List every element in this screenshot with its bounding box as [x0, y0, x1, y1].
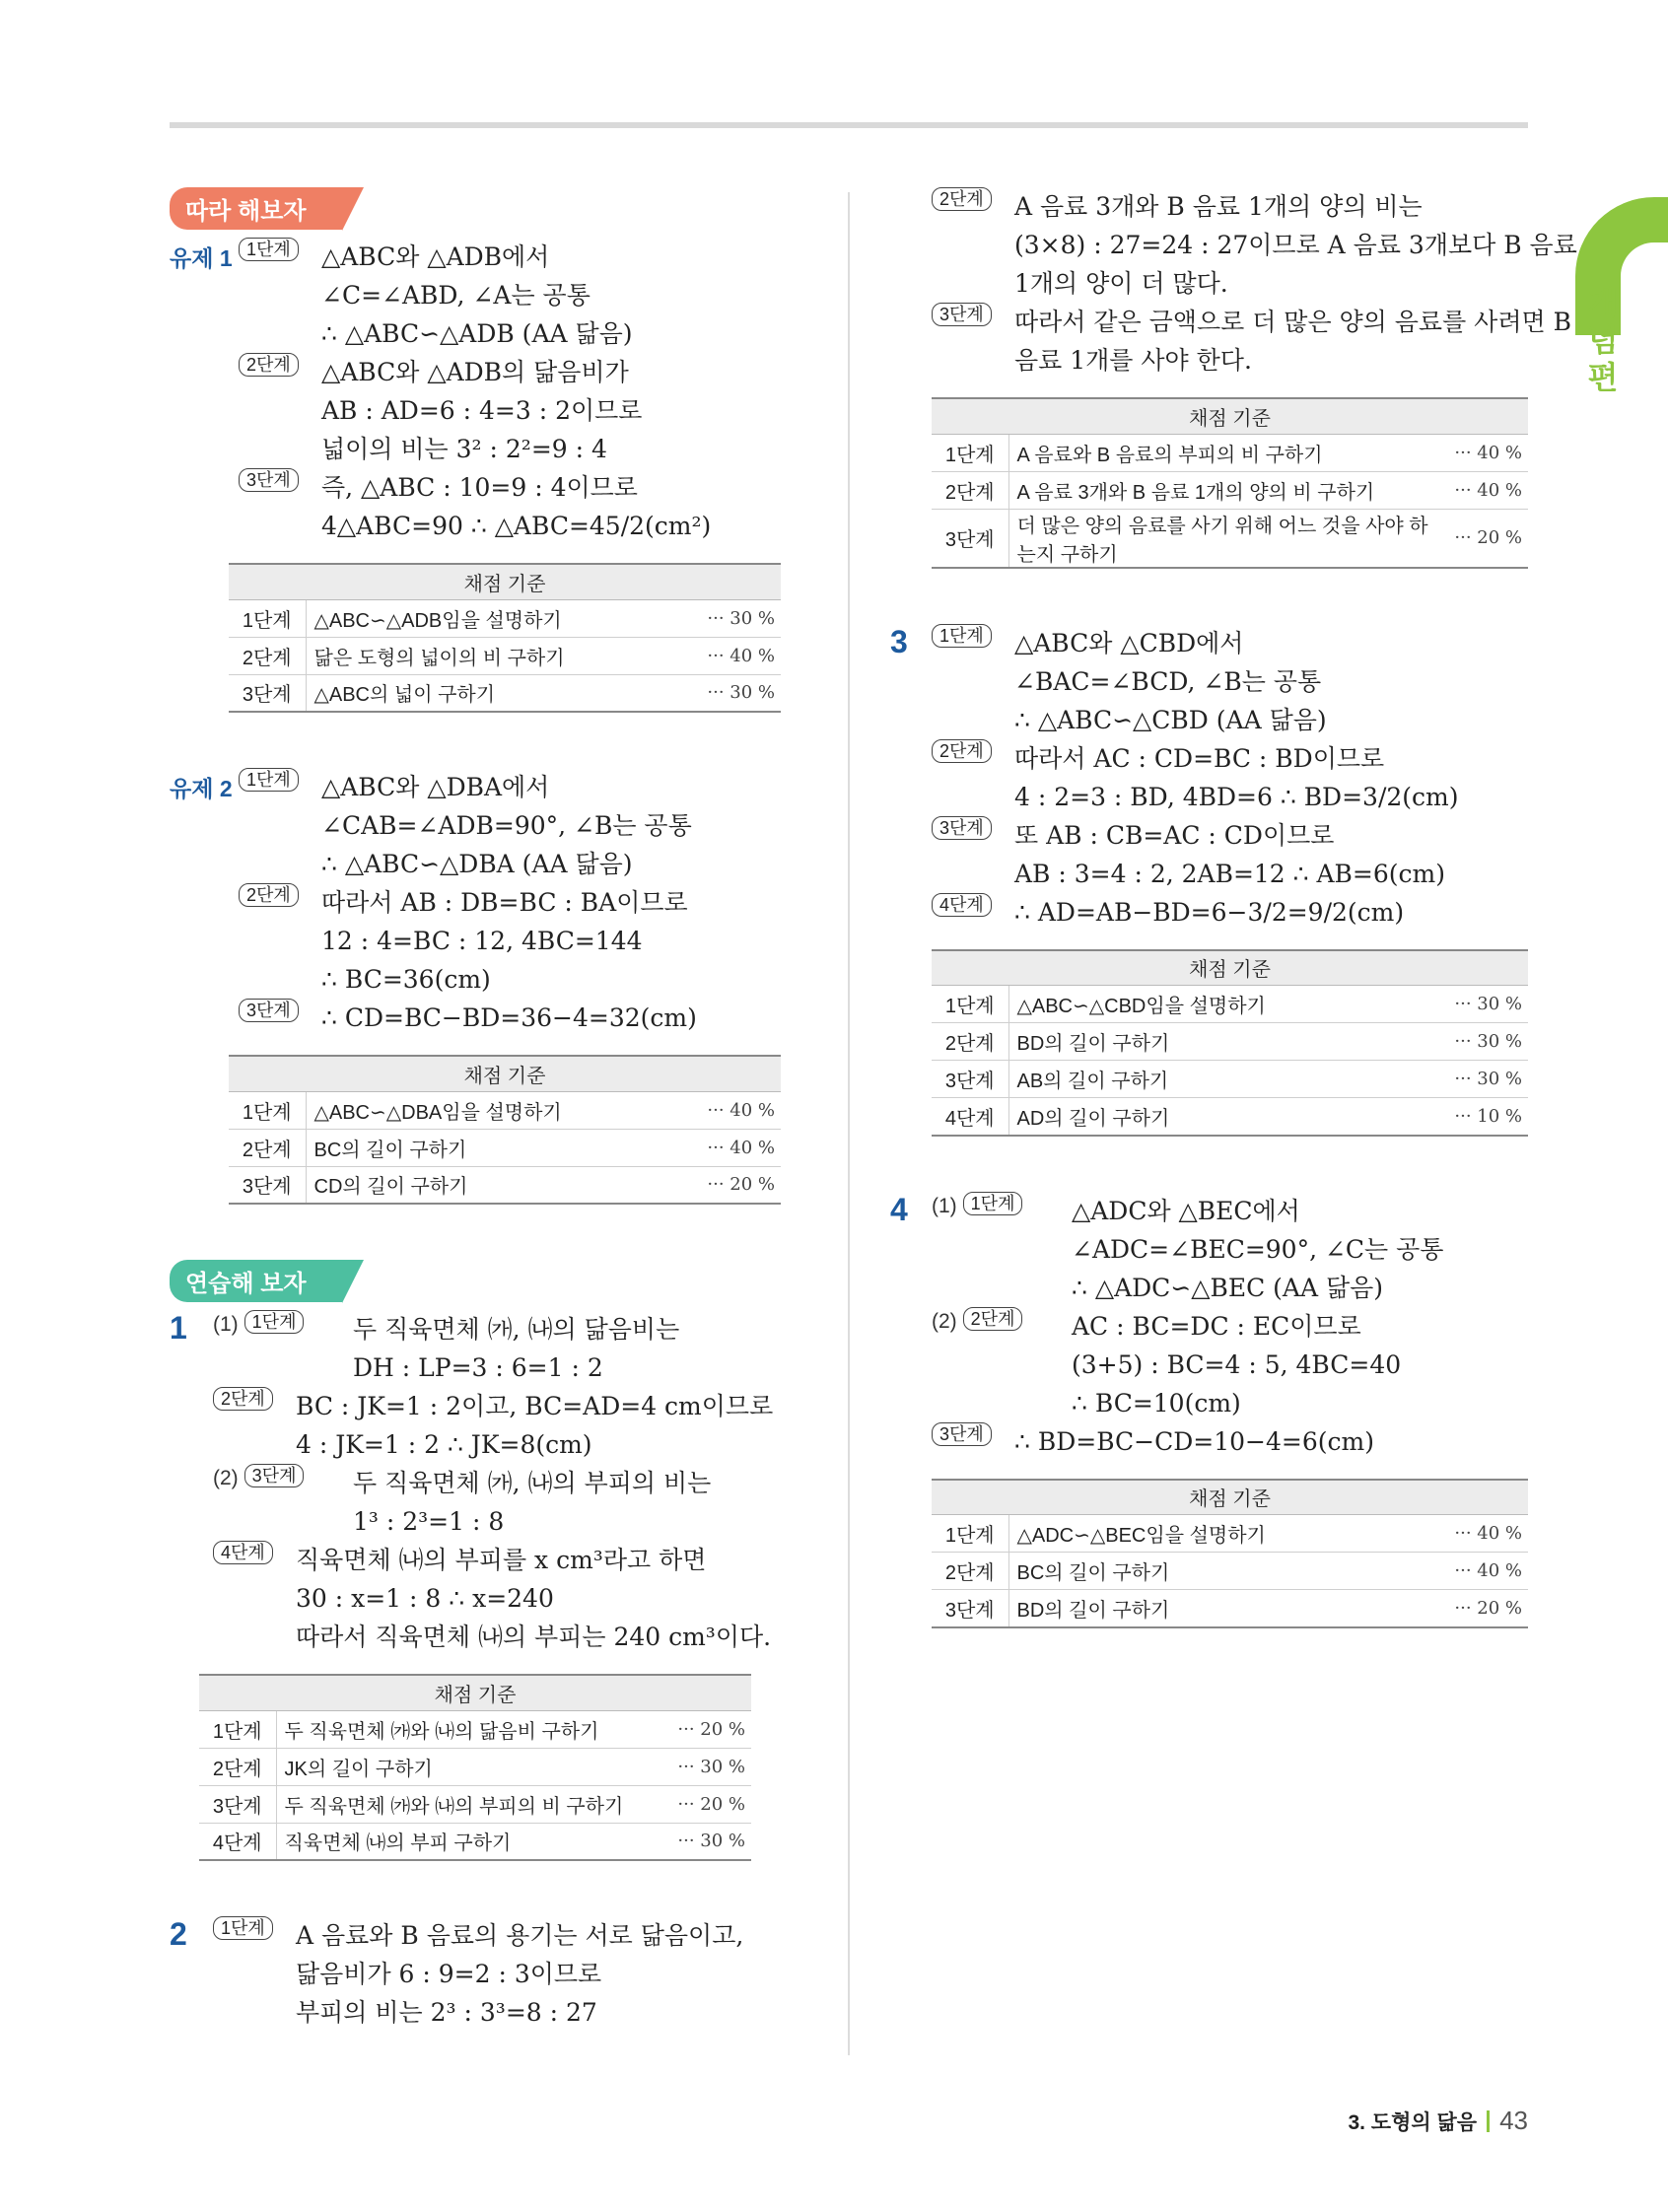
solution-step	[213, 1310, 810, 1387]
step-head	[932, 739, 1002, 764]
problem-2-continued	[932, 187, 1577, 569]
math-text: 또 AB : CB=AC : CD이므로	[1014, 820, 1335, 850]
math-text: (3×8) : 27=24 : 27이므로 A 음료 3개보다 B 음료	[1014, 231, 1577, 259]
solution-line	[296, 1387, 810, 1425]
solution-step	[932, 739, 1528, 816]
problem-number: 4	[890, 1191, 908, 1227]
solution-line	[1072, 1230, 1528, 1269]
math-text: (3+5) : BC=4 : 5, 4BC=40	[1072, 1349, 1402, 1379]
percent-cell: ··· 30 %	[692, 599, 781, 637]
table-row	[932, 1023, 1528, 1061]
table-header-row	[229, 564, 781, 599]
problem-number: 2	[170, 1916, 187, 1952]
criteria-cell: 더 많은 양의 음료를 사기 위해 어느 것을 사야 하는지 구하기	[1008, 509, 1439, 568]
scoring-table-grid	[229, 563, 781, 713]
solution-line	[321, 845, 810, 883]
math-text: 1개의 양이 더 많다.	[1014, 269, 1228, 298]
solution-line	[1072, 1192, 1528, 1230]
criteria-cell: △ABC∽△DBA임을 설명하기	[306, 1091, 692, 1129]
table-row	[932, 986, 1528, 1023]
top-rule	[170, 122, 1528, 128]
criteria-cell: BC의 길이 구하기	[306, 1129, 692, 1166]
math-text: 12 : 4=BC : 12, 4BC=144	[321, 927, 643, 955]
solution-line	[321, 507, 810, 545]
solution-step	[239, 768, 810, 883]
table-header-row	[199, 1675, 751, 1710]
math-text: ∠C=∠ABD, ∠A는 공통	[321, 281, 591, 310]
percent-cell: ··· 20 %	[662, 1785, 751, 1823]
math-text: 4 : 2=3 : BD, 4BD=6 ∴ BD=3/2(cm)	[1014, 782, 1459, 811]
example-label: 유제 1	[170, 245, 233, 271]
solution-line	[296, 1541, 810, 1579]
percent-cell: ··· 40 %	[1439, 434, 1528, 471]
step-badge: 2단계	[963, 1307, 1023, 1331]
step-badge: 2단계	[932, 187, 992, 211]
math-text: A 음료 3개와 B 음료 1개의 양의 비는	[1014, 192, 1423, 221]
side-tab-label: 개 념 편	[1587, 284, 1619, 396]
solution-step	[932, 303, 1571, 380]
solution-line	[321, 768, 810, 806]
step-badge: 4단계	[213, 1541, 273, 1564]
percent-cell: ··· 30 %	[1439, 1023, 1528, 1061]
scoring-table-grid	[199, 1674, 751, 1861]
percent-cell: ··· 30 %	[662, 1823, 751, 1860]
subquestion-label: (1)	[213, 1313, 239, 1336]
math-text: ∴ AD=AB−BD=6−3/2=9/2(cm)	[1014, 897, 1405, 927]
problem-number: 3	[890, 623, 908, 659]
math-text: 즉, △ABC : 10=9 : 4이므로	[321, 473, 638, 502]
math-text: ∴ BD=BC−CD=10−4=6(cm)	[1014, 1426, 1374, 1456]
solution-line	[1014, 778, 1528, 816]
table-row	[199, 1823, 751, 1860]
chapter-title: 3. 도형의 닮음	[1348, 2111, 1478, 2134]
step-badge: 3단계	[239, 999, 299, 1022]
math-text: 두 직육면체 ㈎, ㈏의 부피의 비는	[353, 1469, 712, 1497]
table-row	[932, 1590, 1528, 1627]
solution-line	[321, 276, 810, 314]
right-column	[890, 187, 1577, 1684]
percent-cell: ··· 10 %	[1439, 1098, 1528, 1136]
stage-cell: 2단계	[199, 1748, 276, 1785]
footer-divider	[1487, 2110, 1490, 2132]
math-text: △ABC와 △ADB의 닮음비가	[321, 358, 629, 386]
stage-cell: 1단계	[932, 434, 1008, 471]
scoring-table	[239, 563, 810, 713]
solution-line	[296, 1993, 810, 2032]
solution-line	[1072, 1269, 1528, 1307]
stage-cell: 3단계	[932, 509, 1008, 568]
table-row	[229, 1129, 781, 1166]
table-row	[199, 1748, 751, 1785]
table-row	[932, 509, 1528, 568]
stage-cell: 2단계	[229, 1129, 306, 1166]
stage-cell: 4단계	[932, 1098, 1008, 1136]
solution-steps	[932, 1192, 1528, 1461]
stage-cell: 3단계	[932, 1590, 1008, 1627]
solution-step	[213, 1916, 810, 2032]
stage-cell: 3단계	[229, 674, 306, 712]
solution-step	[932, 624, 1528, 739]
step-badge: 1단계	[239, 768, 299, 792]
step-head	[239, 999, 309, 1023]
table-header: 채점 기준	[229, 564, 781, 599]
math-text: AC : BC=DC : EC이므로	[1072, 1311, 1361, 1341]
solution-line	[321, 430, 810, 468]
subquestion-label: (2)	[213, 1467, 239, 1489]
step-badge: 1단계	[932, 624, 992, 648]
table-row	[199, 1710, 751, 1748]
solution-line	[1072, 1384, 1528, 1422]
step-badge: 4단계	[932, 893, 992, 917]
table-row	[199, 1785, 751, 1823]
math-text: ∴ BC=36(cm)	[321, 965, 491, 994]
table-header-row	[932, 398, 1528, 434]
criteria-cell: BC의 길이 구하기	[1008, 1553, 1439, 1590]
problem-3	[890, 623, 1528, 1137]
stage-cell: 2단계	[229, 637, 306, 674]
percent-cell: ··· 40 %	[1439, 1553, 1528, 1590]
step-badge: 2단계	[213, 1387, 273, 1411]
solution-line	[1014, 624, 1528, 662]
table-row	[932, 1098, 1528, 1136]
solution-step	[932, 187, 1577, 303]
math-text: ∴ CD=BC−BD=36−4=32(cm)	[321, 1003, 697, 1032]
percent-cell: ··· 20 %	[1439, 1590, 1528, 1627]
solution-line	[321, 353, 810, 391]
stage-cell: 1단계	[199, 1710, 276, 1748]
math-text: 따라서 같은 금액으로 더 많은 양의 음료를 사려면 B	[1014, 308, 1571, 336]
percent-cell: ··· 30 %	[662, 1748, 751, 1785]
step-head	[239, 238, 309, 262]
solution-line	[1014, 816, 1528, 855]
solution-step	[239, 353, 810, 468]
math-text: 1³ : 2³=1 : 8	[353, 1507, 505, 1536]
solution-line	[296, 1579, 810, 1618]
solution-line	[353, 1502, 810, 1541]
percent-cell: ··· 20 %	[1439, 509, 1528, 568]
math-text: 30 : x=1 : 8 ∴ x=240	[296, 1584, 554, 1613]
stage-cell: 3단계	[199, 1785, 276, 1823]
math-text: BC : JK=1 : 2이고, BC=AD=4 cm이므로	[296, 1392, 774, 1420]
step-badge: 2단계	[932, 739, 992, 763]
stage-cell: 1단계	[229, 599, 306, 637]
percent-cell: ··· 40 %	[1439, 471, 1528, 509]
solution-line	[353, 1464, 810, 1502]
step-head	[932, 624, 1002, 649]
math-text: 두 직육면체 ㈎, ㈏의 닮음비는	[353, 1315, 680, 1344]
solution-step	[239, 999, 810, 1037]
solution-step	[932, 893, 1528, 932]
stage-cell: 2단계	[932, 1553, 1008, 1590]
criteria-cell: CD의 길이 구하기	[306, 1166, 692, 1204]
step-badge: 1단계	[963, 1192, 1023, 1215]
criteria-cell: 직육면체 ㈏의 부피 구하기	[276, 1823, 662, 1860]
table-row	[229, 1091, 781, 1129]
scoring-table	[932, 1479, 1528, 1628]
table-header: 채점 기준	[932, 950, 1528, 986]
step-badge: 3단계	[239, 468, 299, 492]
solution-steps	[239, 238, 810, 545]
stage-cell: 1단계	[932, 986, 1008, 1023]
solution-line	[321, 314, 810, 353]
percent-cell: ··· 40 %	[692, 1129, 781, 1166]
step-head	[932, 1192, 1032, 1218]
math-text: 닮음비가 6 : 9=2 : 3이므로	[296, 1960, 602, 1988]
step-badge: 2단계	[239, 353, 299, 377]
table-header: 채점 기준	[932, 1480, 1528, 1515]
solution-line	[1014, 855, 1528, 893]
scoring-table-grid	[932, 949, 1528, 1137]
math-text: △ABC와 △CBD에서	[1014, 628, 1244, 657]
math-text: ∠ADC=∠BEC=90°, ∠C는 공통	[1072, 1234, 1444, 1264]
criteria-cell: A 음료 3개와 B 음료 1개의 양의 비 구하기	[1008, 471, 1439, 509]
solution-line	[321, 391, 810, 430]
scoring-table	[932, 397, 1528, 569]
table-row	[932, 471, 1528, 509]
stage-cell: 1단계	[229, 1091, 306, 1129]
percent-cell: ··· 40 %	[1439, 1515, 1528, 1553]
solution-line	[1014, 303, 1571, 341]
solution-step	[213, 1387, 810, 1464]
stage-cell: 1단계	[932, 1515, 1008, 1553]
math-text: DH : LP=3 : 6=1 : 2	[353, 1353, 603, 1382]
solution-steps	[932, 624, 1528, 932]
criteria-cell: △ABC의 넓이 구하기	[306, 674, 692, 712]
table-row	[932, 434, 1528, 471]
criteria-cell: △ADC∽△BEC임을 설명하기	[1008, 1515, 1439, 1553]
solution-line	[1014, 341, 1528, 380]
math-text: 따라서 AB : DB=BC : BA이므로	[321, 888, 688, 917]
example-2	[170, 768, 810, 1205]
table-header-row	[229, 1056, 781, 1091]
solution-step	[932, 1307, 1528, 1422]
math-text: AB : 3=4 : 2, 2AB=12 ∴ AB=6(cm)	[1014, 859, 1445, 888]
step-badge: 1단계	[239, 238, 299, 261]
percent-cell: ··· 40 %	[692, 1091, 781, 1129]
page-footer	[1331, 2106, 1528, 2136]
math-text: ∠BAC=∠BCD, ∠B는 공통	[1014, 666, 1322, 696]
math-text: 4 : JK=1 : 2 ∴ JK=8(cm)	[296, 1430, 592, 1459]
solution-line	[1014, 187, 1528, 226]
subquestion-label: (2)	[932, 1309, 957, 1333]
table-row	[229, 1166, 781, 1204]
step-head	[932, 893, 1002, 918]
solution-step	[213, 1464, 810, 1541]
solution-line	[1014, 893, 1528, 932]
table-row	[932, 1061, 1528, 1098]
section-tag-follow: 따라 해보자	[170, 187, 342, 230]
percent-cell: ··· 40 %	[692, 637, 781, 674]
solution-line	[296, 1618, 810, 1656]
criteria-cell: 두 직육면체 ㈎와 ㈏의 부피의 비 구하기	[276, 1785, 662, 1823]
math-text: △ABC와 △DBA에서	[321, 773, 550, 801]
stage-cell: 3단계	[932, 1061, 1008, 1098]
math-text: 넓이의 비는 3² : 2²=9 : 4	[321, 435, 607, 463]
math-text: ∴ △ADC∽△BEC (AA 닮음)	[1072, 1273, 1384, 1302]
solution-line	[1014, 739, 1528, 778]
column-divider	[848, 192, 850, 2055]
solution-line	[321, 468, 810, 507]
step-badge: 1단계	[244, 1310, 305, 1334]
criteria-cell: AD의 길이 구하기	[1008, 1098, 1439, 1136]
step-head	[239, 353, 309, 378]
scoring-table-grid	[932, 397, 1528, 569]
step-head	[213, 1464, 313, 1490]
step-badge: 3단계	[932, 303, 992, 326]
table-header: 채점 기준	[199, 1675, 751, 1710]
step-head	[213, 1310, 313, 1337]
solution-step	[932, 1192, 1528, 1307]
problem-number: 1	[170, 1310, 187, 1346]
criteria-cell: BD의 길이 구하기	[1008, 1590, 1439, 1627]
table-header: 채점 기준	[229, 1056, 781, 1091]
table-header-row	[932, 950, 1528, 986]
table-row	[932, 1553, 1528, 1590]
criteria-cell: △ABC∽△ADB임을 설명하기	[306, 599, 692, 637]
percent-cell: ··· 30 %	[1439, 986, 1528, 1023]
stage-cell: 2단계	[932, 1023, 1008, 1061]
solution-line	[353, 1348, 810, 1387]
solution-steps	[213, 1310, 810, 1656]
scoring-table	[239, 1055, 810, 1205]
table-row	[229, 674, 781, 712]
step-head	[213, 1387, 283, 1412]
step-badge: 2단계	[239, 883, 299, 907]
solution-line	[321, 238, 810, 276]
math-text: A 음료와 B 음료의 용기는 서로 닮음이고,	[296, 1921, 744, 1950]
solution-line	[296, 1425, 810, 1464]
math-text: ∴ △ABC∽△DBA (AA 닮음)	[321, 850, 633, 878]
section-tag-practice: 연습해 보자	[170, 1260, 342, 1302]
table-header-row	[932, 1480, 1528, 1515]
solution-steps	[213, 1916, 810, 2032]
solution-line	[1014, 701, 1528, 739]
solution-line	[321, 922, 810, 960]
math-text: 직육면체 ㈏의 부피를 x cm³라고 하면	[296, 1546, 707, 1574]
math-text: 부피의 비는 2³ : 3³=8 : 27	[296, 1998, 597, 2027]
solution-line	[296, 1916, 810, 1955]
problem-4	[890, 1191, 1528, 1628]
solution-line	[353, 1310, 810, 1348]
problem-2	[170, 1916, 810, 2032]
solution-step	[932, 1422, 1528, 1461]
scoring-table-grid	[932, 1479, 1528, 1628]
step-badge: 3단계	[932, 816, 992, 840]
criteria-cell: JK의 길이 구하기	[276, 1748, 662, 1785]
step-head	[239, 468, 309, 493]
left-column	[170, 187, 810, 2039]
math-text: ∠CAB=∠ADB=90°, ∠B는 공통	[321, 811, 692, 840]
solution-line	[1072, 1307, 1528, 1346]
scoring-table	[213, 1674, 810, 1861]
step-head	[932, 1307, 1032, 1334]
math-text: AB : AD=6 : 4=3 : 2이므로	[321, 396, 643, 425]
math-text: ∴ △ABC∽△ADB (AA 닮음)	[321, 319, 633, 348]
solution-line	[321, 806, 810, 845]
math-text: ∴ △ABC∽△CBD (AA 닮음)	[1014, 705, 1327, 734]
scoring-table-grid	[229, 1055, 781, 1205]
solution-line	[1014, 662, 1528, 701]
table-row	[229, 637, 781, 674]
solution-line	[321, 999, 810, 1037]
math-text: △ADC와 △BEC에서	[1072, 1196, 1300, 1225]
subquestion-label: (1)	[932, 1194, 957, 1217]
solution-line	[1014, 264, 1528, 303]
page-number: 43	[1499, 2106, 1528, 2135]
side-tab	[1575, 197, 1668, 453]
math-text: 따라서 AC : CD=BC : BD이므로	[1014, 743, 1385, 773]
criteria-cell: A 음료와 B 음료의 부피의 비 구하기	[1008, 434, 1439, 471]
percent-cell: ··· 20 %	[692, 1166, 781, 1204]
solution-step	[239, 883, 810, 999]
example-1	[170, 238, 810, 713]
step-head	[213, 1916, 283, 1941]
solution-line	[296, 1955, 810, 1993]
criteria-cell: 닮은 도형의 넓이의 비 구하기	[306, 637, 692, 674]
criteria-cell: 두 직육면체 ㈎와 ㈏의 닮음비 구하기	[276, 1710, 662, 1748]
stage-cell: 2단계	[932, 471, 1008, 509]
table-row	[229, 599, 781, 637]
percent-cell: ··· 30 %	[1439, 1061, 1528, 1098]
table-row	[932, 1515, 1528, 1553]
step-head	[932, 816, 1002, 841]
step-head	[239, 768, 309, 793]
step-badge: 1단계	[213, 1916, 273, 1940]
percent-cell: ··· 30 %	[692, 674, 781, 712]
solution-steps	[239, 768, 810, 1037]
math-text: 4△ABC=90 ∴ △ABC=45/2(cm²)	[321, 512, 712, 540]
step-head	[213, 1541, 283, 1565]
solution-line	[321, 960, 810, 999]
table-header: 채점 기준	[932, 398, 1528, 434]
criteria-cell: △ABC∽△CBD임을 설명하기	[1008, 986, 1439, 1023]
solution-line	[321, 883, 810, 922]
problem-1	[170, 1310, 810, 1861]
step-head	[932, 303, 1002, 327]
step-head	[932, 187, 1002, 212]
solution-step	[213, 1541, 810, 1656]
step-head	[932, 1422, 1002, 1447]
percent-cell: ··· 20 %	[662, 1710, 751, 1748]
step-badge: 3단계	[932, 1422, 992, 1446]
scoring-table	[932, 949, 1528, 1137]
solution-steps	[932, 187, 1577, 380]
math-text: ∴ BC=10(cm)	[1072, 1388, 1241, 1417]
solution-step	[239, 468, 810, 545]
solution-line	[1014, 1422, 1528, 1461]
criteria-cell: AB의 길이 구하기	[1008, 1061, 1439, 1098]
solution-line	[1072, 1346, 1528, 1384]
stage-cell: 3단계	[229, 1166, 306, 1204]
step-head	[239, 883, 309, 908]
math-text: 따라서 직육면체 ㈏의 부피는 240 cm³이다.	[296, 1623, 772, 1651]
solution-line	[1014, 226, 1577, 264]
solution-step	[932, 816, 1528, 893]
solution-step	[239, 238, 810, 353]
math-text: 음료 1개를 사야 한다.	[1014, 346, 1252, 375]
stage-cell: 4단계	[199, 1823, 276, 1860]
example-label: 유제 2	[170, 776, 233, 801]
math-text: △ABC와 △ADB에서	[321, 242, 550, 271]
step-badge: 3단계	[244, 1464, 305, 1487]
criteria-cell: BD의 길이 구하기	[1008, 1023, 1439, 1061]
